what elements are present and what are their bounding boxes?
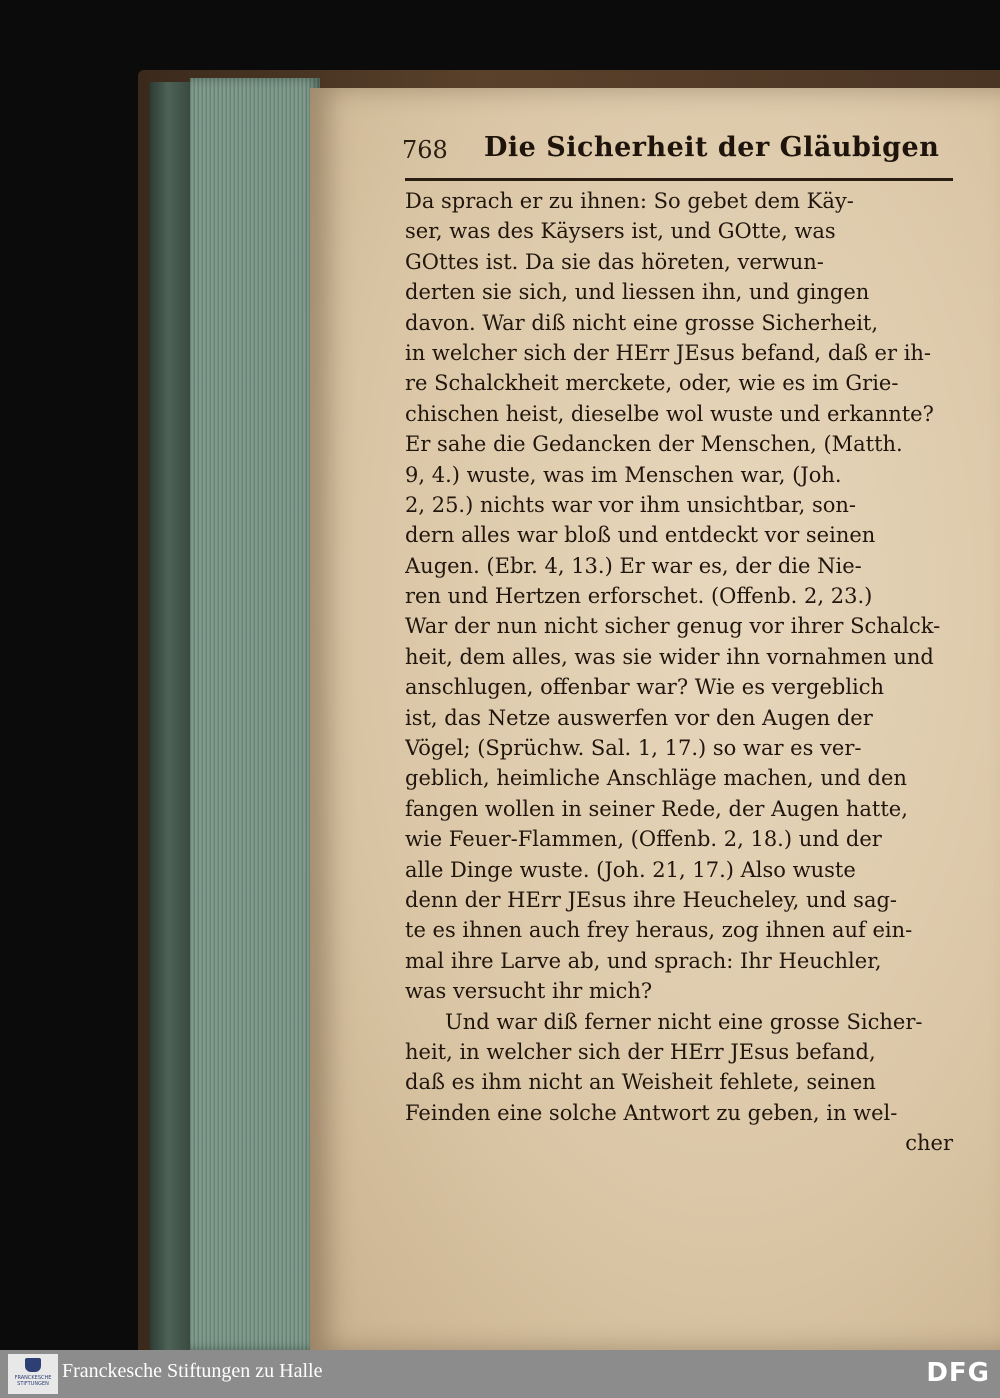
- logo-text: FRANCKESCHE STIFTUNGEN: [14, 1375, 52, 1387]
- text-line: War der nun nicht sicher genug vor ihrer Schalck-: [405, 614, 941, 639]
- text-line: geblich, heimliche Anschläge machen, und den: [405, 766, 907, 791]
- text-line: Und war diß ferner nicht eine grosse Sicher-: [445, 1009, 923, 1034]
- text-line: ren und Hertzen erforschet. (Offenb. 2, 23.): [405, 584, 873, 609]
- text-line: cher: [905, 1131, 953, 1156]
- text-line: heit, dem alles, was sie wider ihn vornahmen und: [405, 644, 934, 669]
- header-rule: [405, 178, 953, 181]
- text-line: derten sie sich, und liessen ihn, und gingen: [405, 280, 870, 305]
- page-text: [405, 186, 965, 1159]
- text-line: dern alles war bloß und entdeckt vor seinen: [405, 523, 876, 548]
- text-line: GOttes ist. Da sie das höreten, verwun-: [405, 249, 824, 274]
- text-line: Augen. (Ebr. 4, 13.) Er war es, der die Nie-: [405, 553, 862, 578]
- text-line: Vögel; (Sprüchw. Sal. 1, 17.) so war es ver-: [405, 736, 862, 761]
- text-line: te es ihnen auch frey heraus, zog ihnen auf ein-: [405, 918, 913, 943]
- crest-icon: [25, 1358, 41, 1372]
- text-line: ser, was des Käysers ist, und GOtte, was: [405, 219, 836, 244]
- text-line: wie Feuer-Flammen, (Offenb. 2, 18.) und der: [405, 827, 882, 852]
- text-line: 2, 25.) nichts war vor ihm unsichtbar, son-: [405, 492, 857, 517]
- book-spine: [150, 82, 190, 1350]
- institution-name: Franckesche Stiftungen zu Halle: [62, 1360, 323, 1382]
- footer-bar: [0, 1350, 1000, 1398]
- text-line: ist, das Netze auswerfen vor den Augen der: [405, 705, 873, 730]
- text-line: alle Dinge wuste. (Joh. 21, 17.) Also wuste: [405, 857, 856, 882]
- franckesche-logo[interactable]: [8, 1354, 58, 1394]
- text-line: anschlugen, offenbar war? Wie es vergeblich: [405, 675, 885, 700]
- page-number: 768: [402, 136, 448, 164]
- text-line: chischen heist, dieselbe wol wuste und erkannte?: [405, 401, 934, 426]
- text-line: re Schalckheit merckete, oder, wie es im Grie-: [405, 371, 899, 396]
- text-line: mal ihre Larve ab, und sprach: Ihr Heuchler,: [405, 948, 882, 973]
- running-head: [402, 130, 962, 174]
- running-title: Die Sicherheit der Gläubigen: [484, 132, 940, 163]
- text-line: 9, 4.) wuste, was im Menschen war, (Joh.: [405, 462, 842, 487]
- text-line: Er sahe die Gedancken der Menschen, (Matth.: [405, 432, 903, 457]
- text-line: fangen wollen in seiner Rede, der Augen hatte,: [405, 796, 908, 821]
- text-line: heit, in welcher sich der HErr JEsus befand,: [405, 1039, 876, 1064]
- text-line: was versucht ihr mich?: [405, 979, 653, 1004]
- text-line: daß es ihm nicht an Weisheit fehlete, seinen: [405, 1070, 876, 1095]
- text-line: Da sprach er zu ihnen: So gebet dem Käy-: [405, 189, 854, 213]
- text-line: Feinden eine solche Antwort zu geben, in wel-: [405, 1100, 898, 1125]
- page-edges: [190, 78, 320, 1350]
- text-line: in welcher sich der HErr JEsus befand, daß er ih-: [405, 340, 932, 365]
- text-line: denn der HErr JEsus ihre Heucheley, und sag-: [405, 887, 898, 912]
- dfg-logo[interactable]: DFG: [926, 1358, 990, 1388]
- text-line: davon. War diß nicht eine grosse Sicherheit,: [405, 310, 879, 335]
